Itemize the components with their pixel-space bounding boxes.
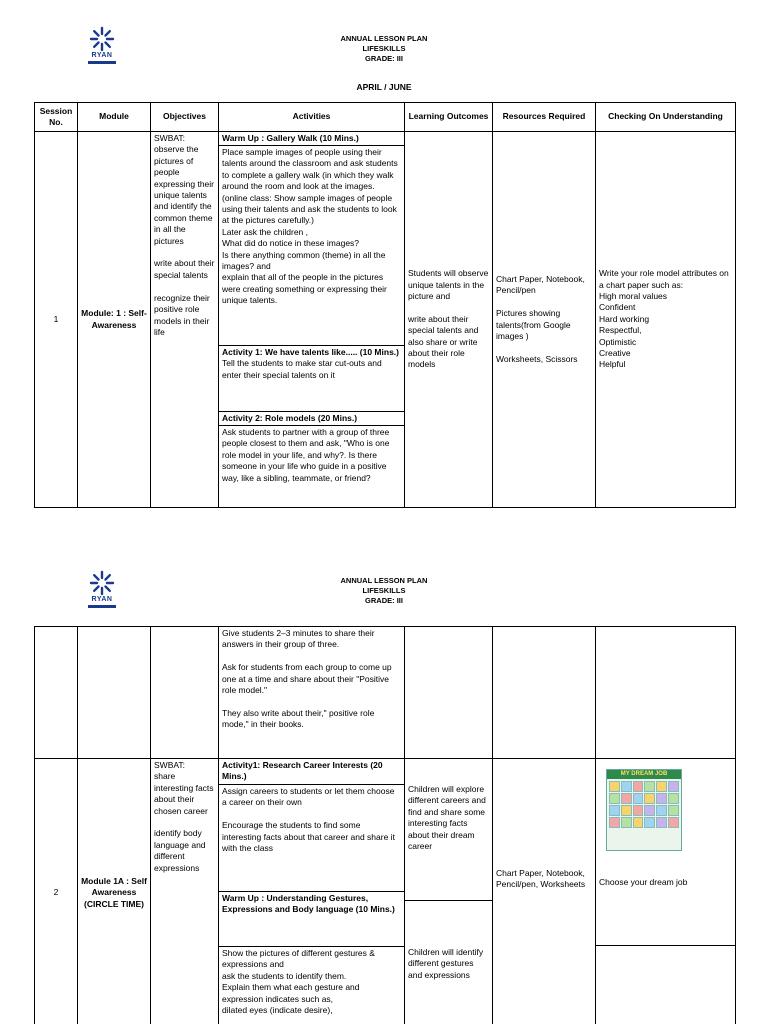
header-title: ANNUAL LESSON PLAN: [340, 34, 428, 43]
logo-name: RYAN: [91, 596, 113, 603]
col-header-activities: Activities: [219, 103, 405, 132]
checking-text: Choose your dream job: [599, 877, 688, 887]
job-tile: [656, 781, 667, 792]
activity2-title: Activity 2: Role models (20 Mins.): [219, 412, 405, 426]
job-tile: [609, 781, 620, 792]
document-header: [300, 34, 468, 64]
job-tile: [644, 817, 655, 828]
checking-value: Write your role model attributes on a chart paper such as: High moral values Confident Hard working Respectful, Optimistic Creative Helpful: [599, 268, 729, 370]
job-tile: [656, 817, 667, 828]
document-header: [300, 576, 468, 606]
col-header-resources: Resources Required: [493, 103, 596, 132]
checking-text: [596, 132, 735, 507]
objectives-text: SWBAT: observe the pictures of people expressing their unique talents and identify the common theme in all the pictures write about their special talents recognize their positive role models in their life: [151, 132, 219, 507]
objectives-text: SWBAT: share interesting facts about their chosen career identify body language and different expressions: [151, 759, 219, 1024]
activity1-title: Activity1: Research Career Interests (20 Mins.): [219, 759, 405, 785]
checking-cell-empty: [596, 627, 735, 759]
header-grade: GRADE: III: [365, 54, 403, 63]
page-2: [0, 540, 768, 1024]
job-tile: [656, 805, 667, 816]
activity1-block: [219, 346, 405, 412]
job-tile: [656, 793, 667, 804]
learning-outcomes-value: Students will observe unique talents in the picture and write about their special talents and also share or write about their role models: [408, 268, 489, 370]
activity1-text: Tell the students to make star cut-outs and enter their special talents on it: [222, 358, 382, 380]
outcome1-text: Children will explore different careers and find and share some interesting facts about their dream career: [408, 784, 486, 852]
job-tile: [609, 793, 620, 804]
job-tile: [609, 817, 620, 828]
job-tile: [621, 781, 632, 792]
activity1-text: Assign careers to students or let them choose a career on their own Encourage the students to find some interesting facts about that career and share it with the class: [219, 785, 405, 892]
warmup-text: Show the pictures of different gestures & expressions and ask the students to identify them. Explain them what each gesture and expression indicates such as, dilated eyes (indicate desire),: [219, 947, 405, 1024]
col-header-outcomes: Learning Outcomes: [405, 103, 493, 132]
col-header-session: Session No.: [35, 103, 78, 132]
job-tile: [644, 793, 655, 804]
objectives-cell-empty: [151, 627, 219, 759]
logo-tagline-bar: [88, 61, 116, 64]
header-subject: LIFESKILLS: [362, 586, 406, 595]
job-tile: [621, 805, 632, 816]
header-title: ANNUAL LESSON PLAN: [340, 576, 428, 585]
job-tile: [644, 805, 655, 816]
module-name: Module 1A : Self Awareness (CIRCLE TIME): [78, 759, 151, 1024]
lesson-plan-table-continued: [34, 626, 736, 1024]
resources-cell-empty: [493, 627, 596, 759]
session-number: 1: [35, 132, 78, 507]
checking-cell-empty: [596, 946, 735, 1024]
module-cell-empty: [78, 627, 151, 759]
header-grade: GRADE: III: [365, 596, 403, 605]
logo-name: RYAN: [91, 52, 113, 59]
sunburst-icon: [89, 26, 115, 52]
dream-job-tiles: [607, 779, 681, 830]
outcome2-text: Children will identify different gestures and expressions: [408, 946, 484, 980]
outcome2-cell: [405, 901, 493, 1024]
logo-tagline-bar: [88, 605, 116, 608]
outcomes-cell-empty: [405, 627, 493, 759]
sunburst-icon: [89, 570, 115, 596]
activity1-title: Activity 1: We have talents like..... (10 Mins.): [222, 347, 399, 357]
module-name: Module: 1 : Self-Awareness: [78, 132, 151, 507]
activity2-text: Ask students to partner with a group of three people closest to them and ask, "Who is one role model in your life, and why?. Is there someone in your life who guide in a positive way, like a sibling, teammate, or friend?: [219, 426, 405, 507]
resources-value: Chart Paper, Notebook, Pencil/pen Pictures showing talents(from Google images ) Worksheets, Scissors: [496, 273, 585, 364]
resources-cell: [493, 759, 596, 1024]
header-subject: LIFESKILLS: [362, 44, 406, 53]
warmup-title: Warm Up : Understanding Gestures, Expressions and Body language (10 Mins.): [219, 892, 405, 947]
job-tile: [621, 817, 632, 828]
dream-job-worksheet-image: [606, 769, 682, 851]
col-header-checking: Checking On Understanding: [596, 103, 735, 132]
learning-outcomes-text: [405, 132, 493, 507]
col-header-objectives: Objectives: [151, 103, 219, 132]
session-cell-empty: [35, 627, 78, 759]
resources-text: Chart Paper, Notebook, Pencil/pen, Worksheets: [496, 868, 586, 890]
activity2-continued-text: Give students 2–3 minutes to share their answers in their group of three. Ask for students from each group to come up one at a time and share about their "Positive role model." They also write about their," positive role mode," in their books.: [219, 627, 405, 759]
dream-job-image-title: MY DREAM JOB: [607, 770, 681, 779]
job-tile: [668, 817, 679, 828]
job-tile: [609, 805, 620, 816]
ryan-logo: [78, 570, 126, 618]
resources-text: [493, 132, 596, 507]
lesson-plan-table: [34, 102, 736, 508]
warmup-text: Place sample images of people using their talents around the classroom and ask students to complete a gallery walk (in which they walk around the room and look at the images. (online class: Show sample images of people using their talents and ask the students to look at the pictures carefully.) Later ask the children , What did do notice in these images? Is there anything common (theme) in all the images? and explain that all of the people in the pictures were creating something or expressing their unique talents.: [219, 146, 405, 346]
job-tile: [633, 781, 644, 792]
job-tile: [668, 793, 679, 804]
outcome1-cell: [405, 759, 493, 901]
job-tile: [633, 805, 644, 816]
checking-cell: [596, 759, 735, 946]
job-tile: [633, 793, 644, 804]
job-tile: [621, 793, 632, 804]
months-label: APRIL / JUNE: [356, 82, 412, 92]
job-tile: [668, 805, 679, 816]
ryan-logo: [78, 26, 126, 74]
warmup-title: Warm Up : Gallery Walk (10 Mins.): [219, 132, 405, 146]
job-tile: [644, 781, 655, 792]
job-tile: [633, 817, 644, 828]
session-number: 2: [35, 759, 78, 1024]
col-header-module: Module: [78, 103, 151, 132]
job-tile: [668, 781, 679, 792]
